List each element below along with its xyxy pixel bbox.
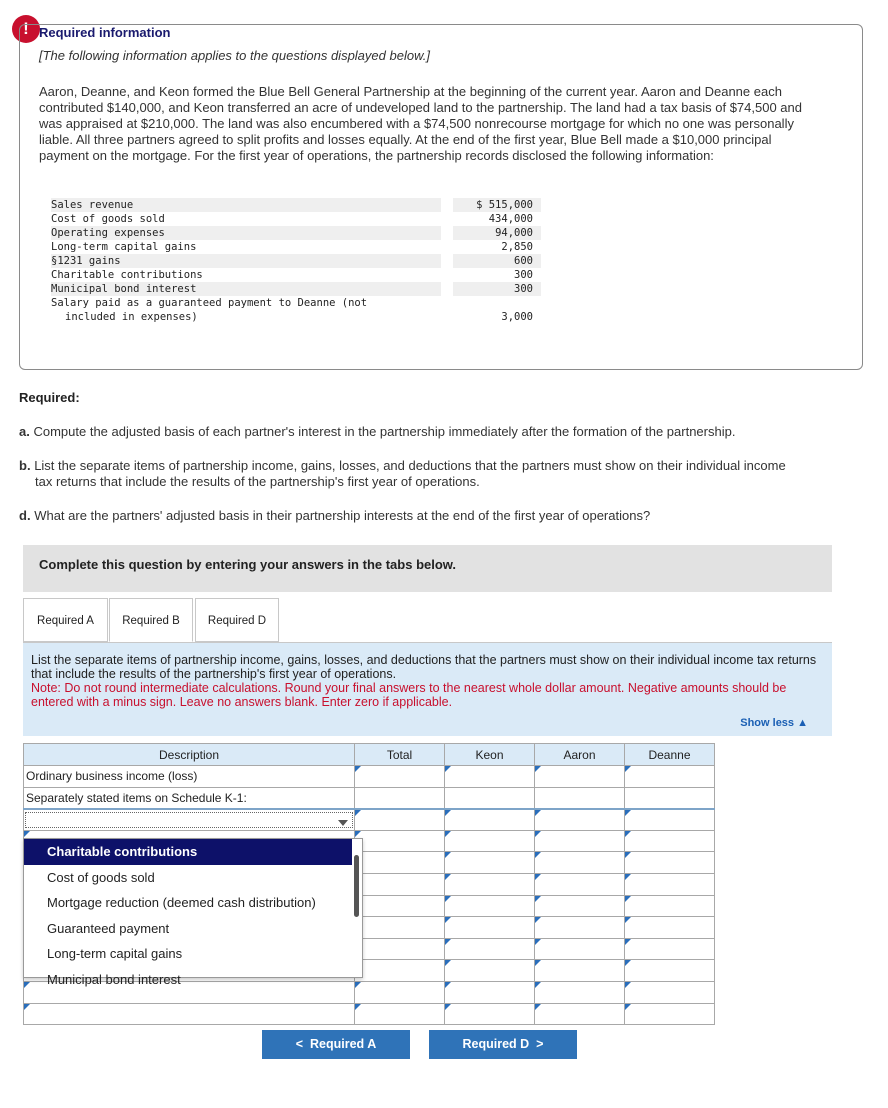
- answer-cell[interactable]: [445, 1003, 535, 1025]
- row-label: §1231 gains: [51, 254, 441, 268]
- answer-cell[interactable]: [355, 960, 445, 982]
- header-keon: Keon: [445, 744, 535, 766]
- required-heading: Required:: [19, 390, 80, 405]
- row-label: Long-term capital gains: [51, 241, 197, 253]
- financial-data-table: [51, 198, 541, 324]
- panel-instruction: List the separate items of partnership income, gains, losses, and deductions that the partners must show on their individual income tax returns that include the results of the partnership's first year of operations.: [31, 653, 817, 681]
- answer-cell[interactable]: [535, 960, 625, 982]
- data-row: [51, 226, 541, 240]
- row-label-separately-stated: Separately stated items on Schedule K-1:: [24, 787, 355, 809]
- data-row: [51, 296, 541, 310]
- row-value: 300: [514, 269, 533, 281]
- instructions-banner: Complete this question by entering your answers in the tabs below.: [23, 545, 832, 592]
- prev-required-a-button[interactable]: [262, 1030, 410, 1059]
- answer-cell[interactable]: [625, 809, 715, 831]
- answer-cell: [445, 787, 535, 809]
- data-row: [51, 282, 541, 296]
- answer-cell[interactable]: [625, 938, 715, 960]
- answer-cell[interactable]: [445, 852, 535, 874]
- info-subtitle: [The following information applies to the questions displayed below.]: [39, 48, 430, 63]
- header-description: Description: [24, 744, 355, 766]
- answer-cell[interactable]: [625, 895, 715, 917]
- answer-cell[interactable]: [625, 830, 715, 852]
- answer-cell[interactable]: [355, 917, 445, 939]
- tab-required-d[interactable]: Required D: [195, 598, 279, 642]
- answer-cell: [355, 787, 445, 809]
- info-paragraph: Aaron, Deanne, and Keon formed the Blue Bell General Partnership at the beginning of the current year. Aaron and Deanne each contributed $140,000, and Keon transferred an acre of undeveloped land to the partnership. The land had a tax basis of $74,500 and was appraised at $210,000. The land was also encumbered with a $74,500 nonrecourse mortgage for which no one was personally liable. All three partners agreed to split profits and losses equally. At the end of the first year, Blue Bell made a $10,000 principal payment on the mortgage. For the first year of operations, the partnership records disclosed the following information:: [39, 84, 802, 163]
- data-row: [51, 254, 541, 268]
- dropdown-option[interactable]: Charitable contributions: [24, 839, 352, 865]
- answer-cell[interactable]: [355, 873, 445, 895]
- requirement-d: [19, 508, 859, 524]
- data-row: [51, 310, 541, 324]
- answer-cell[interactable]: [445, 766, 535, 788]
- row-value: 2,850: [501, 241, 533, 253]
- requirement-text: Compute the adjusted basis of each partner's interest in the partnership immediately after the formation of the partnership.: [33, 424, 736, 439]
- table-row: [24, 766, 715, 788]
- description-dropdown-list: [23, 838, 363, 987]
- header-total: Total: [355, 744, 445, 766]
- row-label: Operating expenses: [51, 226, 441, 240]
- dropdown-scrollbar[interactable]: [354, 855, 359, 917]
- answer-cell[interactable]: [625, 1003, 715, 1025]
- requirement-b: [19, 458, 859, 490]
- triangle-up-icon: ▲: [797, 717, 808, 729]
- data-row: [51, 268, 541, 282]
- tab-required-a[interactable]: Required A: [23, 598, 108, 642]
- header-deanne: Deanne: [625, 744, 715, 766]
- table-row: [24, 1003, 715, 1025]
- row-value: 600: [453, 254, 541, 268]
- answer-cell[interactable]: [625, 873, 715, 895]
- prev-button-label: Required A: [310, 1037, 377, 1051]
- description-dropdown-cell[interactable]: [24, 1003, 355, 1025]
- row-value: 434,000: [488, 213, 533, 225]
- requirement-a: [19, 424, 859, 440]
- header-aaron: Aaron: [535, 744, 625, 766]
- info-title: Required information: [39, 25, 171, 40]
- description-select[interactable]: [25, 812, 353, 828]
- answer-cell[interactable]: [355, 895, 445, 917]
- next-required-d-button[interactable]: [429, 1030, 577, 1059]
- show-less-link[interactable]: [740, 717, 808, 729]
- answer-cell[interactable]: [355, 1003, 445, 1025]
- grid-header-row: [24, 744, 715, 766]
- requirement-text-continued: tax returns that include the results of the partnership's first year of operations.: [35, 474, 480, 489]
- answer-cell[interactable]: [355, 938, 445, 960]
- answer-cell[interactable]: [535, 981, 625, 1003]
- answer-cell[interactable]: [625, 766, 715, 788]
- answer-cell[interactable]: [445, 938, 535, 960]
- answer-cell[interactable]: [445, 981, 535, 1003]
- answer-cell[interactable]: [535, 1003, 625, 1025]
- answer-cell[interactable]: [535, 938, 625, 960]
- row-label: Municipal bond interest: [51, 282, 441, 296]
- row-value: $ 515,000: [453, 198, 541, 212]
- panel-note: Note: Do not round intermediate calculations. Round your final answers to the nearest whole dollar amount. Negative amounts should be entered with a minus sign. Leave no answers blank. Enter zero if applicable.: [31, 681, 787, 709]
- answer-cell: [535, 787, 625, 809]
- row-value: 300: [453, 282, 541, 296]
- answer-cell[interactable]: [355, 981, 445, 1003]
- chevron-down-icon[interactable]: [338, 820, 348, 826]
- row-label: Sales revenue: [51, 198, 441, 212]
- show-less-label: Show less: [740, 717, 795, 729]
- answer-cell[interactable]: [625, 981, 715, 1003]
- requirement-letter: d.: [19, 508, 31, 523]
- answer-cell[interactable]: [445, 960, 535, 982]
- answer-cell[interactable]: [355, 766, 445, 788]
- description-dropdown-cell[interactable]: [24, 809, 355, 831]
- answer-cell[interactable]: [445, 895, 535, 917]
- table-row: [24, 787, 715, 809]
- next-button-label: Required D: [462, 1037, 530, 1051]
- answer-cell[interactable]: [625, 852, 715, 874]
- requirement-text: What are the partners' adjusted basis in their partnership interests at the end of the first year of operations?: [34, 508, 651, 523]
- answer-cell[interactable]: [445, 873, 535, 895]
- answer-cell: [625, 787, 715, 809]
- answer-cell[interactable]: [535, 917, 625, 939]
- row-label: Salary paid as a guaranteed payment to Deanne (not: [51, 297, 368, 309]
- chevron-left-icon: <: [295, 1037, 304, 1051]
- answer-cell[interactable]: [445, 830, 535, 852]
- requirement-letter: a.: [19, 424, 30, 439]
- requirement-letter: b.: [19, 458, 31, 473]
- answer-cell[interactable]: [535, 809, 625, 831]
- answer-cell[interactable]: [625, 960, 715, 982]
- dropdown-option[interactable]: Municipal bond interest: [47, 971, 181, 987]
- answer-cell[interactable]: [355, 809, 445, 831]
- answer-cell[interactable]: [535, 895, 625, 917]
- data-row: [51, 198, 541, 212]
- dropdown-option[interactable]: Long-term capital gains: [47, 946, 183, 961]
- requirement-text: List the separate items of partnership income, gains, losses, and deductions that the partners must show on their individual income: [34, 458, 786, 473]
- row-value: 3,000: [501, 311, 533, 323]
- alert-icon: !: [12, 15, 40, 43]
- row-label-ordinary-income: Ordinary business income (loss): [24, 766, 355, 788]
- row-label-continued: [51, 310, 441, 324]
- row-value: 94,000: [453, 226, 541, 240]
- dropdown-option[interactable]: Mortgage reduction (deemed cash distribution): [47, 895, 316, 910]
- table-row: [24, 809, 715, 831]
- row-label: Cost of goods sold: [51, 213, 165, 225]
- answer-cell[interactable]: [355, 830, 445, 852]
- answer-cell[interactable]: [535, 830, 625, 852]
- answer-cell[interactable]: [445, 809, 535, 831]
- data-row: [51, 212, 541, 226]
- answer-cell[interactable]: [445, 917, 535, 939]
- answer-cell[interactable]: [535, 766, 625, 788]
- tab-required-b[interactable]: Required B: [109, 598, 193, 642]
- answer-cell[interactable]: [535, 873, 625, 895]
- dropdown-option[interactable]: Guaranteed payment: [47, 920, 170, 936]
- data-row: [51, 240, 541, 254]
- row-label: Charitable contributions: [51, 269, 203, 281]
- chevron-right-icon: >: [536, 1037, 544, 1051]
- answer-cell[interactable]: [625, 917, 715, 939]
- row-label-continuation: included in expenses): [65, 311, 198, 323]
- dropdown-option[interactable]: Cost of goods sold: [47, 869, 155, 885]
- tab-panel-required-b: [23, 642, 832, 736]
- answer-cell[interactable]: [355, 852, 445, 874]
- answer-cell[interactable]: [535, 852, 625, 874]
